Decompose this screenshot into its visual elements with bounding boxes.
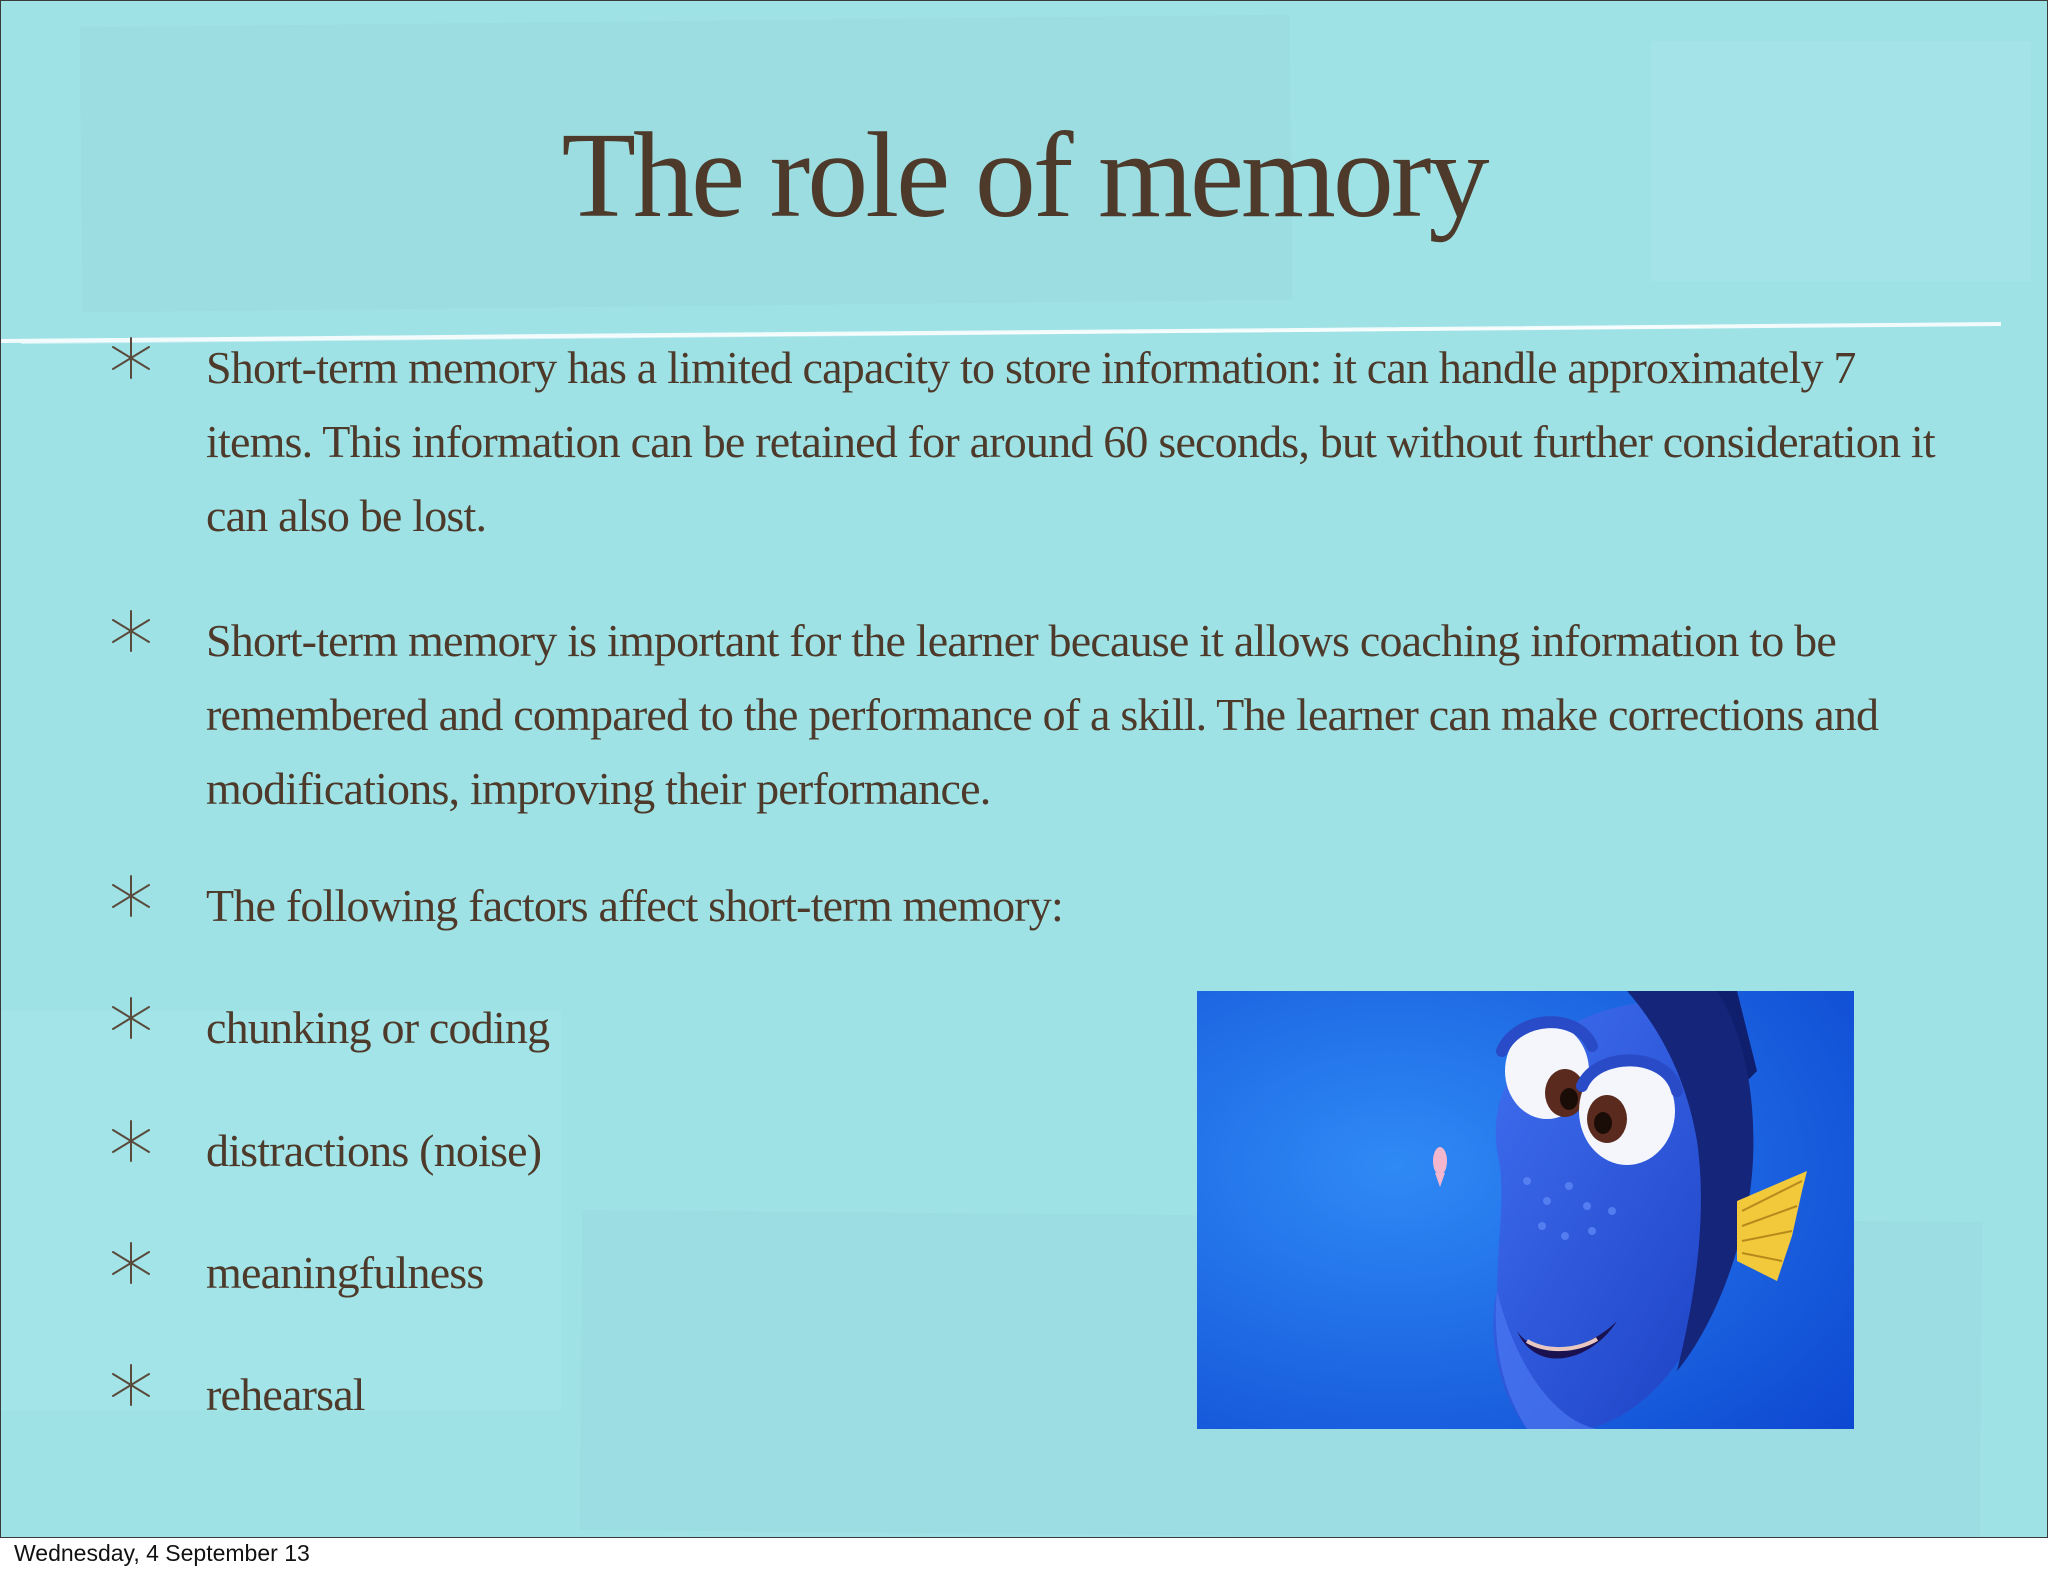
asterisk-bullet-icon [111, 335, 151, 381]
bullet-text: meaningfulness [206, 1247, 484, 1298]
bullet-text: distractions (noise) [206, 1125, 542, 1176]
bullet-text: Short-term memory has a limited capacity to store information: it can handle approximately 7 items. This information can be retained for around 60 seconds, but without further consideration it can also be lost. [206, 342, 1935, 541]
fish-photo [1197, 991, 1854, 1429]
bullet-text: chunking or coding [206, 1002, 550, 1053]
bullet-text: The following factors affect short-term memory: [206, 880, 1063, 931]
asterisk-bullet-icon [111, 1362, 151, 1408]
asterisk-bullet-icon [111, 608, 151, 654]
bullet-text: Short-term memory is important for the learner because it allows coaching information to be remembered and compared to the performance of a skill. The learner can make corrections and modifications, improving their performance. [206, 615, 1879, 814]
blue-tang-fish-icon [1197, 991, 1854, 1429]
footer-date: Wednesday, 4 September 13 [14, 1540, 310, 1566]
asterisk-bullet-icon [111, 1118, 151, 1164]
asterisk-bullet-icon [111, 1240, 151, 1286]
slide-title: The role of memory [561, 108, 1487, 243]
bullet-text: rehearsal [206, 1369, 365, 1420]
asterisk-bullet-icon [111, 873, 151, 919]
asterisk-bullet-icon [111, 995, 151, 1041]
